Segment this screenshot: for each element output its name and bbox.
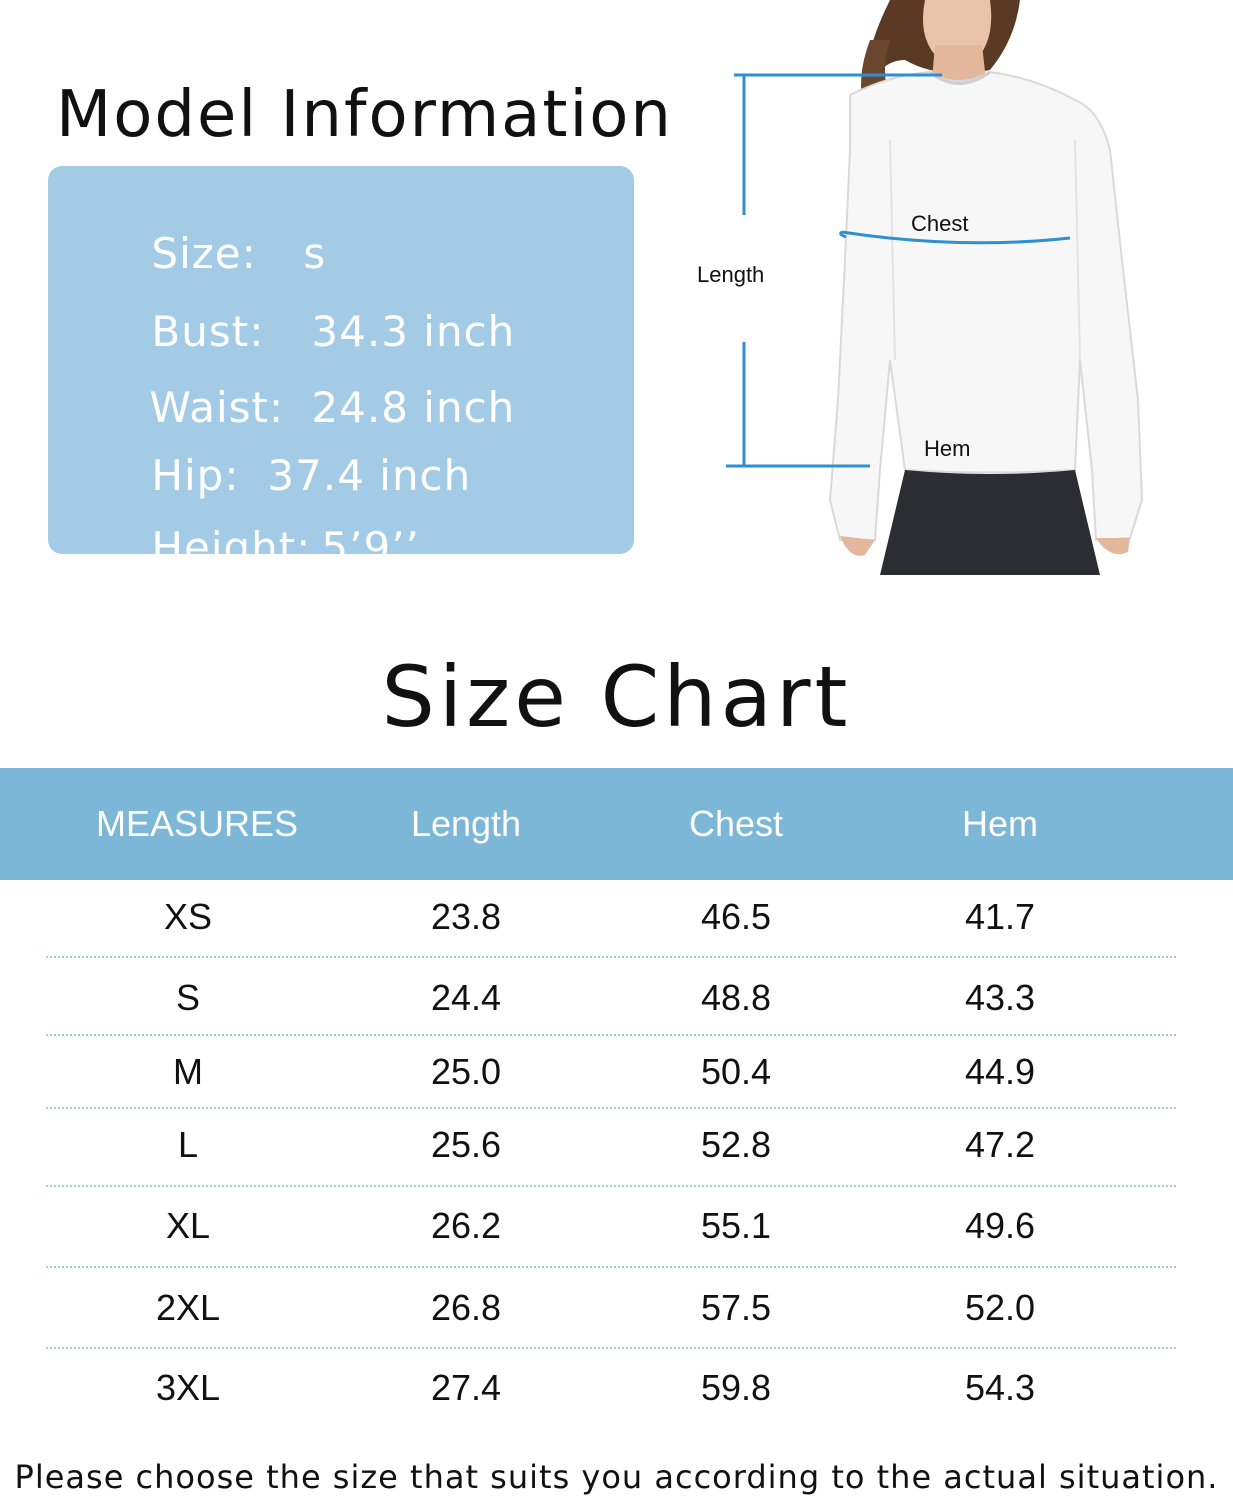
model-bust-value: 34.3 inch xyxy=(311,307,516,356)
row-divider xyxy=(46,956,1176,958)
model-height-row xyxy=(94,474,420,621)
cell-hem: 44.9 xyxy=(964,1051,1036,1092)
cell-chest: 52.8 xyxy=(700,1124,772,1165)
row-divider xyxy=(46,1266,1176,1268)
cell-size: 3XL xyxy=(155,1367,221,1408)
model-hip-label: Hip: xyxy=(151,451,240,500)
cell-size: XL xyxy=(165,1205,211,1246)
row-divider xyxy=(46,1034,1176,1036)
row-divider xyxy=(46,1107,1176,1109)
cell-length: 25.6 xyxy=(430,1124,502,1165)
model-info-title: Model Information xyxy=(56,78,673,152)
cell-hem: 41.7 xyxy=(964,896,1036,937)
cell-size: 2XL xyxy=(155,1287,221,1328)
header-length: Length xyxy=(410,803,522,844)
cell-hem: 43.3 xyxy=(964,977,1036,1018)
cell-length: 24.4 xyxy=(430,977,502,1018)
cell-hem: 54.3 xyxy=(964,1367,1036,1408)
cell-length: 25.0 xyxy=(430,1051,502,1092)
cell-chest: 50.4 xyxy=(700,1051,772,1092)
model-height-label: Height: xyxy=(151,523,312,572)
cell-chest: 57.5 xyxy=(700,1287,772,1328)
header-chest: Chest xyxy=(688,803,784,844)
cell-size: M xyxy=(173,1051,203,1092)
header-hem: Hem xyxy=(961,803,1038,844)
cell-length: 26.2 xyxy=(430,1205,502,1246)
cell-hem: 47.2 xyxy=(964,1124,1036,1165)
size-table-header xyxy=(0,768,1233,880)
chest-label: Chest xyxy=(911,211,969,236)
cell-size: L xyxy=(177,1124,199,1165)
cell-length: 23.8 xyxy=(430,896,502,937)
cell-hem: 52.0 xyxy=(964,1287,1036,1328)
cell-chest: 48.8 xyxy=(700,977,772,1018)
hem-label: Hem xyxy=(924,436,971,461)
cell-length: 27.4 xyxy=(430,1367,502,1408)
length-label: Length xyxy=(697,262,765,287)
model-waist-label: Waist: xyxy=(149,383,285,432)
size-chart-title: Size Chart xyxy=(381,648,852,746)
model-hip-value: 37.4 inch xyxy=(267,451,472,500)
cell-chest: 55.1 xyxy=(700,1205,772,1246)
cell-length: 26.8 xyxy=(430,1287,502,1328)
header-measures: MEASURES xyxy=(95,803,299,844)
cell-hem: 49.6 xyxy=(964,1205,1036,1246)
model-shirt-illustration xyxy=(690,0,1233,580)
model-size-value: s xyxy=(303,229,327,278)
model-bust-label: Bust: xyxy=(151,307,265,356)
cell-size: XS xyxy=(163,896,213,937)
model-height-value: 5’9’’ xyxy=(321,523,420,572)
size-advice-note: Please choose the size that suits you according to the actual situation. xyxy=(14,1458,1219,1496)
cell-chest: 46.5 xyxy=(700,896,772,937)
shirt-measurement-figure xyxy=(690,0,1233,580)
row-divider xyxy=(46,1347,1176,1349)
model-waist-value: 24.8 inch xyxy=(311,383,516,432)
row-divider xyxy=(46,1185,1176,1187)
model-info-box xyxy=(48,166,634,572)
cell-chest: 59.8 xyxy=(700,1367,772,1408)
cell-size: S xyxy=(175,977,200,1018)
model-size-label: Size: xyxy=(151,229,257,278)
